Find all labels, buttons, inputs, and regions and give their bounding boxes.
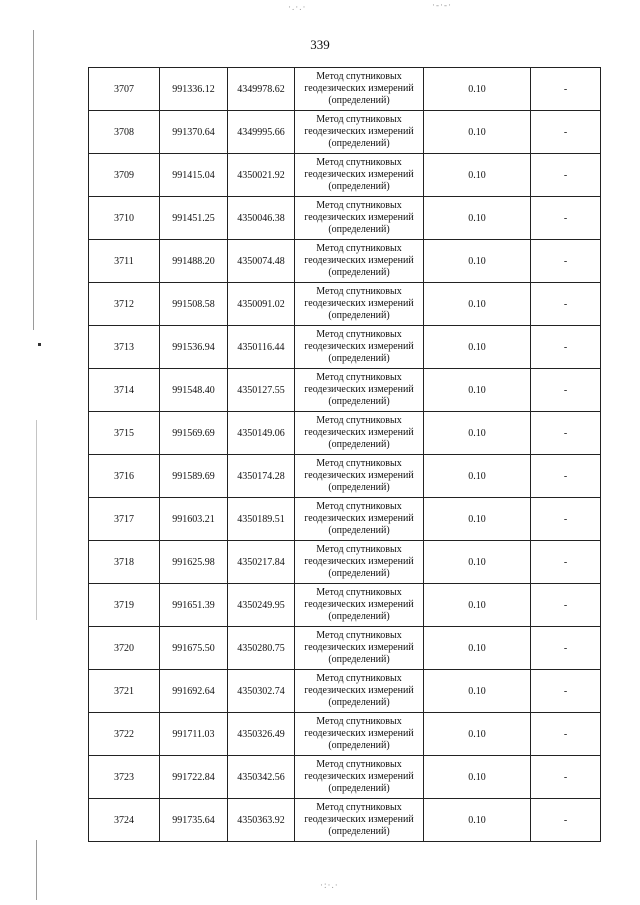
method-line: геодезических измерений <box>304 169 414 180</box>
method-line: геодезических измерений <box>304 341 414 352</box>
table-row <box>89 584 601 627</box>
y-coordinate-cell: 4350091.02 <box>228 283 295 326</box>
method-cell <box>295 498 424 541</box>
y-coordinate-cell: 4350149.06 <box>228 412 295 455</box>
x-coordinate-cell: 991625.98 <box>160 541 228 584</box>
accuracy-cell: 0.10 <box>424 713 531 756</box>
x-coordinate-cell: 991488.20 <box>160 240 228 283</box>
note-cell: - <box>531 627 601 670</box>
method-cell <box>295 154 424 197</box>
method-line: Метод спутниковых <box>316 544 402 555</box>
method-line: (определений) <box>328 525 390 536</box>
point-number-cell: 3717 <box>89 498 160 541</box>
method-cell <box>295 283 424 326</box>
point-number-cell: 3711 <box>89 240 160 283</box>
x-coordinate-cell: 991651.39 <box>160 584 228 627</box>
method-line: Метод спутниковых <box>316 759 402 770</box>
note-cell: - <box>531 154 601 197</box>
method-line: (определений) <box>328 396 390 407</box>
y-coordinate-cell: 4350326.49 <box>228 713 295 756</box>
y-coordinate-cell: 4350046.38 <box>228 197 295 240</box>
table-row <box>89 455 601 498</box>
method-line: Метод спутниковых <box>316 243 402 254</box>
scan-artifact-line <box>36 420 37 620</box>
accuracy-cell: 0.10 <box>424 326 531 369</box>
method-line: геодезических измерений <box>304 384 414 395</box>
x-coordinate-cell: 991675.50 <box>160 627 228 670</box>
x-coordinate-cell: 991415.04 <box>160 154 228 197</box>
method-line: (определений) <box>328 439 390 450</box>
y-coordinate-cell: 4350074.48 <box>228 240 295 283</box>
note-cell: - <box>531 455 601 498</box>
accuracy-cell: 0.10 <box>424 240 531 283</box>
table-row <box>89 326 601 369</box>
point-number-cell: 3716 <box>89 455 160 498</box>
point-number-cell: 3722 <box>89 713 160 756</box>
method-line: Метод спутниковых <box>316 157 402 168</box>
x-coordinate-cell: 991508.58 <box>160 283 228 326</box>
accuracy-cell: 0.10 <box>424 283 531 326</box>
method-line: (определений) <box>328 181 390 192</box>
method-line: Метод спутниковых <box>316 415 402 426</box>
table-row <box>89 541 601 584</box>
method-line: геодезических измерений <box>304 255 414 266</box>
method-line: геодезических измерений <box>304 470 414 481</box>
scan-artifact-line <box>36 840 37 900</box>
point-number-cell: 3720 <box>89 627 160 670</box>
accuracy-cell: 0.10 <box>424 584 531 627</box>
method-line: Метод спутниковых <box>316 458 402 469</box>
method-line: (определений) <box>328 568 390 579</box>
method-line: геодезических измерений <box>304 513 414 524</box>
y-coordinate-cell: 4350127.55 <box>228 369 295 412</box>
point-number-cell: 3714 <box>89 369 160 412</box>
method-line: (определений) <box>328 740 390 751</box>
method-line: (определений) <box>328 138 390 149</box>
method-line: Метод спутниковых <box>316 329 402 340</box>
table-row <box>89 627 601 670</box>
method-cell <box>295 756 424 799</box>
method-line: Метод спутниковых <box>316 630 402 641</box>
table-row <box>89 68 601 111</box>
y-coordinate-cell: 4350249.95 <box>228 584 295 627</box>
table-row <box>89 713 601 756</box>
accuracy-cell: 0.10 <box>424 627 531 670</box>
coordinates-table <box>88 67 601 842</box>
method-cell <box>295 455 424 498</box>
scan-artifact-dots: ·:·.· <box>320 880 339 890</box>
y-coordinate-cell: 4350217.84 <box>228 541 295 584</box>
note-cell: - <box>531 412 601 455</box>
page-number: 339 <box>310 37 330 52</box>
point-number-cell: 3719 <box>89 584 160 627</box>
x-coordinate-cell: 991548.40 <box>160 369 228 412</box>
method-line: Метод спутниковых <box>316 716 402 727</box>
method-line: Метод спутниковых <box>316 372 402 383</box>
method-cell <box>295 240 424 283</box>
y-coordinate-cell: 4350363.92 <box>228 799 295 842</box>
method-line: геодезических измерений <box>304 126 414 137</box>
accuracy-cell: 0.10 <box>424 498 531 541</box>
note-cell: - <box>531 283 601 326</box>
y-coordinate-cell: 4350021.92 <box>228 154 295 197</box>
table-body <box>89 68 601 842</box>
method-line: геодезических измерений <box>304 212 414 223</box>
method-line: (определений) <box>328 482 390 493</box>
table-row <box>89 283 601 326</box>
method-cell <box>295 68 424 111</box>
method-line: геодезических измерений <box>304 685 414 696</box>
table-row <box>89 369 601 412</box>
scan-artifact-dot <box>38 343 41 346</box>
method-line: геодезических измерений <box>304 642 414 653</box>
y-coordinate-cell: 4350189.51 <box>228 498 295 541</box>
point-number-cell: 3713 <box>89 326 160 369</box>
note-cell: - <box>531 799 601 842</box>
accuracy-cell: 0.10 <box>424 154 531 197</box>
method-line: (определений) <box>328 267 390 278</box>
method-line: (определений) <box>328 783 390 794</box>
accuracy-cell: 0.10 <box>424 369 531 412</box>
note-cell: - <box>531 369 601 412</box>
x-coordinate-cell: 991589.69 <box>160 455 228 498</box>
method-line: геодезических измерений <box>304 83 414 94</box>
accuracy-cell: 0.10 <box>424 455 531 498</box>
table-row <box>89 412 601 455</box>
method-line: геодезических измерений <box>304 427 414 438</box>
accuracy-cell: 0.10 <box>424 670 531 713</box>
scan-artifact-dots: ·‑·‑· <box>432 0 452 10</box>
method-cell <box>295 584 424 627</box>
table-row <box>89 240 601 283</box>
method-line: геодезических измерений <box>304 599 414 610</box>
method-line: геодезических измерений <box>304 728 414 739</box>
x-coordinate-cell: 991735.64 <box>160 799 228 842</box>
accuracy-cell: 0.10 <box>424 756 531 799</box>
method-cell <box>295 326 424 369</box>
y-coordinate-cell: 4350342.56 <box>228 756 295 799</box>
table-row <box>89 111 601 154</box>
method-cell <box>295 111 424 154</box>
note-cell: - <box>531 498 601 541</box>
method-line: (определений) <box>328 310 390 321</box>
method-line: (определений) <box>328 654 390 665</box>
method-line: Метод спутниковых <box>316 114 402 125</box>
accuracy-cell: 0.10 <box>424 111 531 154</box>
scan-artifact-line <box>33 30 34 330</box>
table-row <box>89 799 601 842</box>
table-row <box>89 498 601 541</box>
point-number-cell: 3707 <box>89 68 160 111</box>
point-number-cell: 3721 <box>89 670 160 713</box>
note-cell: - <box>531 240 601 283</box>
method-cell <box>295 670 424 713</box>
accuracy-cell: 0.10 <box>424 799 531 842</box>
point-number-cell: 3709 <box>89 154 160 197</box>
method-cell <box>295 713 424 756</box>
table-row <box>89 670 601 713</box>
method-cell <box>295 197 424 240</box>
method-line: Метод спутниковых <box>316 71 402 82</box>
point-number-cell: 3710 <box>89 197 160 240</box>
note-cell: - <box>531 197 601 240</box>
method-line: Метод спутниковых <box>316 286 402 297</box>
note-cell: - <box>531 756 601 799</box>
accuracy-cell: 0.10 <box>424 197 531 240</box>
x-coordinate-cell: 991451.25 <box>160 197 228 240</box>
point-number-cell: 3724 <box>89 799 160 842</box>
table-row <box>89 154 601 197</box>
x-coordinate-cell: 991370.64 <box>160 111 228 154</box>
method-line: (определений) <box>328 95 390 106</box>
y-coordinate-cell: 4350174.28 <box>228 455 295 498</box>
y-coordinate-cell: 4349978.62 <box>228 68 295 111</box>
x-coordinate-cell: 991711.03 <box>160 713 228 756</box>
method-line: Метод спутниковых <box>316 802 402 813</box>
point-number-cell: 3712 <box>89 283 160 326</box>
method-line: Метод спутниковых <box>316 587 402 598</box>
accuracy-cell: 0.10 <box>424 412 531 455</box>
x-coordinate-cell: 991536.94 <box>160 326 228 369</box>
method-line: геодезических измерений <box>304 556 414 567</box>
x-coordinate-cell: 991336.12 <box>160 68 228 111</box>
method-cell <box>295 541 424 584</box>
y-coordinate-cell: 4350302.74 <box>228 670 295 713</box>
method-line: (определений) <box>328 224 390 235</box>
method-line: геодезических измерений <box>304 771 414 782</box>
table-row <box>89 197 601 240</box>
point-number-cell: 3708 <box>89 111 160 154</box>
method-line: Метод спутниковых <box>316 200 402 211</box>
method-cell <box>295 369 424 412</box>
method-line: (определений) <box>328 826 390 837</box>
x-coordinate-cell: 991692.64 <box>160 670 228 713</box>
note-cell: - <box>531 326 601 369</box>
y-coordinate-cell: 4350280.75 <box>228 627 295 670</box>
x-coordinate-cell: 991603.21 <box>160 498 228 541</box>
method-line: Метод спутниковых <box>316 501 402 512</box>
method-cell <box>295 412 424 455</box>
note-cell: - <box>531 584 601 627</box>
note-cell: - <box>531 68 601 111</box>
method-line: геодезических измерений <box>304 298 414 309</box>
accuracy-cell: 0.10 <box>424 541 531 584</box>
method-line: Метод спутниковых <box>316 673 402 684</box>
note-cell: - <box>531 670 601 713</box>
y-coordinate-cell: 4349995.66 <box>228 111 295 154</box>
note-cell: - <box>531 111 601 154</box>
x-coordinate-cell: 991722.84 <box>160 756 228 799</box>
y-coordinate-cell: 4350116.44 <box>228 326 295 369</box>
scan-artifact-dots: ·.·.· <box>288 2 307 12</box>
method-line: (определений) <box>328 353 390 364</box>
method-cell <box>295 799 424 842</box>
note-cell: - <box>531 541 601 584</box>
x-coordinate-cell: 991569.69 <box>160 412 228 455</box>
method-cell <box>295 627 424 670</box>
method-line: (определений) <box>328 611 390 622</box>
accuracy-cell: 0.10 <box>424 68 531 111</box>
point-number-cell: 3718 <box>89 541 160 584</box>
method-line: геодезических измерений <box>304 814 414 825</box>
table-row <box>89 756 601 799</box>
point-number-cell: 3723 <box>89 756 160 799</box>
method-line: (определений) <box>328 697 390 708</box>
point-number-cell: 3715 <box>89 412 160 455</box>
note-cell: - <box>531 713 601 756</box>
